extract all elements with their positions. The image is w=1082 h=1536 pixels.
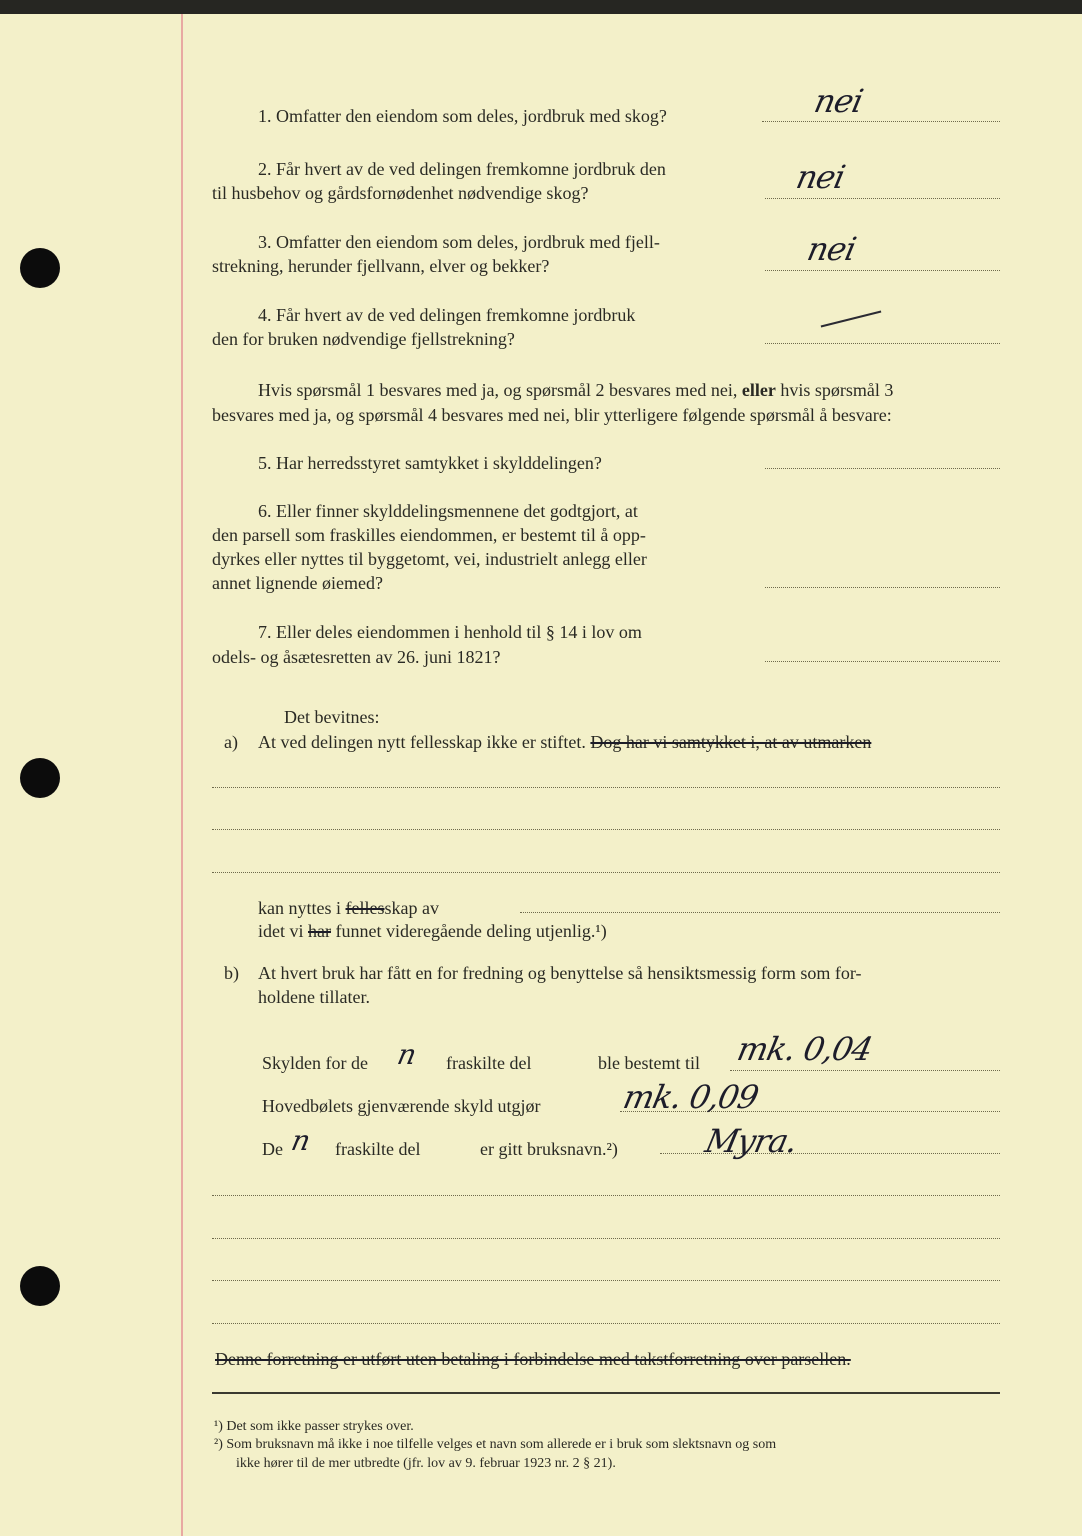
- instruction-line-2: besvares med ja, og spørsmål 4 besvares med nei, blir ytterligere følgende spørsmål å besvare:: [212, 405, 892, 425]
- blank-line: [212, 1323, 1000, 1324]
- clause-b-line-1: At hvert bruk har fått en for fredning og benyttelse så hensiktsmessig form som for-: [258, 963, 862, 983]
- blank-line: [212, 1280, 1000, 1281]
- question-3-line-1: 3. Omfatter den eiendom som deles, jordbruk med fjell-: [258, 232, 660, 252]
- utjenlig-line: idet vi har funnet videregående deling utjenlig.¹): [258, 921, 607, 941]
- fraskilte-del-label: fraskilte del: [335, 1139, 421, 1159]
- question-5: 5. Har herredsstyret samtykket i skylddelingen?: [258, 453, 602, 473]
- clause-a-text: At ved delingen nytt fellesskap ikke er stiftet. Dog har vi samtykket i, at av utmarken: [258, 732, 872, 752]
- bruksnavn-label: er gitt bruksnavn.²): [480, 1139, 618, 1159]
- question-3-line-2: strekning, herunder fjellvann, elver og bekker?: [212, 256, 550, 276]
- question-2-line-2: til husbehov og gårdsfornødenhet nødvendige skog?: [212, 183, 589, 203]
- handwritten-answer-2: nei: [792, 158, 848, 196]
- answer-line: [765, 198, 1000, 199]
- clause-a-label: a): [224, 732, 238, 752]
- fraskilte-del-label: fraskilte del: [446, 1053, 532, 1073]
- question-6-line-4: annet lignende øiemed?: [212, 573, 383, 593]
- handwritten-n: n: [394, 1038, 419, 1071]
- question-7-line-1: 7. Eller deles eiendommen i henhold til § 14 i lov om: [258, 622, 642, 642]
- handwritten-answer-1: nei: [810, 82, 866, 120]
- answer-line: [765, 587, 1000, 588]
- blank-line: [212, 829, 1000, 830]
- punch-hole: [20, 1266, 60, 1306]
- footnote-1: ¹) Det som ikke passer strykes over.: [214, 1419, 414, 1434]
- scan-top-edge: [0, 0, 1082, 14]
- red-margin-line: [181, 14, 183, 1536]
- blank-line: [212, 1238, 1000, 1239]
- handwritten-answer-3: nei: [803, 230, 859, 268]
- punch-hole: [20, 248, 60, 288]
- footnote-2-line-1: ²) Som bruksnavn må ikke i noe tilfelle velges et navn som allerede er i bruk som slektsnavn og som: [214, 1437, 777, 1452]
- question-4-line-2: den for bruken nødvendige fjellstrekning?: [212, 329, 515, 349]
- blank-line: [212, 787, 1000, 788]
- struck-text: Dog har vi samtykket i, at av utmarken: [590, 732, 872, 752]
- blank-line: [212, 1195, 1000, 1196]
- fellesskap-line: kan nyttes i fellesskap av: [258, 898, 439, 918]
- handwritten-skyld-value: mk. 0,04: [733, 1030, 876, 1068]
- answer-line: [765, 468, 1000, 469]
- question-6-line-1: 6. Eller finner skylddelingsmennene det godtgjort, at: [258, 501, 638, 521]
- answer-line: [520, 912, 1000, 913]
- answer-line: [765, 343, 1000, 344]
- handwritten-hovedbol-value: mk. 0,09: [619, 1078, 762, 1116]
- question-4-line-1: 4. Får hvert av de ved delingen fremkomne jordbruk: [258, 305, 636, 325]
- bevitnes-title: Det bevitnes:: [284, 707, 380, 727]
- handwritten-dash-answer-4: [821, 311, 882, 328]
- clause-b-line-2: holdene tillater.: [258, 987, 370, 1007]
- punch-hole: [20, 758, 60, 798]
- question-6-line-3: dyrkes eller nyttes til byggetomt, vei, industrielt anlegg eller: [212, 549, 647, 569]
- de-label: De: [262, 1139, 283, 1159]
- instruction-line-1: Hvis spørsmål 1 besvares med ja, og spørsmål 2 besvares med nei, eller hvis spørsmål 3: [258, 380, 894, 400]
- answer-line: [765, 661, 1000, 662]
- bestemt-label: ble bestemt til: [598, 1053, 700, 1073]
- question-6-line-2: den parsell som fraskilles eiendommen, er bestemt til å opp-: [212, 525, 646, 545]
- blank-line: [212, 872, 1000, 873]
- answer-line: [730, 1070, 1000, 1071]
- footnote-2-line-2: ikke hører til de mer utbredte (jfr. lov av 9. februar 1923 nr. 2 § 21).: [236, 1456, 616, 1471]
- footnote-rule: [212, 1392, 1000, 1394]
- struck-payment-note: Denne forretning er utført uten betaling i forbindelse med takstforretning over parsellen.: [215, 1349, 851, 1369]
- clause-b-label: b): [224, 963, 239, 983]
- answer-line: [762, 121, 1000, 122]
- handwritten-n: n: [288, 1124, 313, 1157]
- answer-line: [765, 270, 1000, 271]
- handwritten-bruksnavn: Myra.: [701, 1122, 801, 1160]
- hovedbol-label: Hovedbølets gjenværende skyld utgjør: [262, 1096, 541, 1116]
- question-1: 1. Omfatter den eiendom som deles, jordbruk med skog?: [258, 106, 667, 126]
- skyld-label: Skylden for de: [262, 1053, 368, 1073]
- question-7-line-2: odels- og åsætesretten av 26. juni 1821?: [212, 647, 501, 667]
- question-2-line-1: 2. Får hvert av de ved delingen fremkomne jordbruk den: [258, 159, 666, 179]
